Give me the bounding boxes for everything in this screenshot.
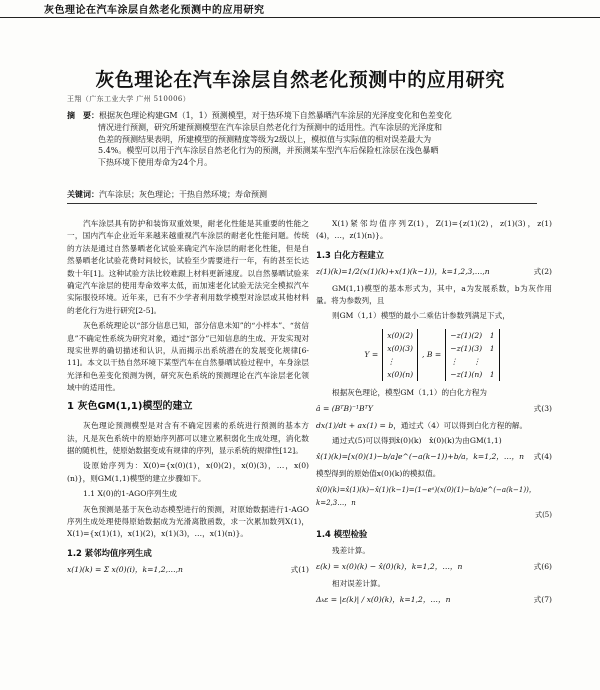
- equation-body: z(1)(k)=1/2(x(1)(k)+x(1)(k−1))，k=1,2,3,…,n: [316, 267, 490, 277]
- abstract-label: 摘 要：: [67, 111, 99, 120]
- equation-number: 式(1): [290, 565, 309, 575]
- matrix-cell: −z(1)(3): [450, 343, 483, 353]
- equation-body: x̂(0)(k)=x̂(1)(k)−x̂(1)(k−1)=(1−eᵃ)(x(0)(1)−b/a)e^(−a(k−1))，k=2,3…，n: [316, 486, 536, 507]
- matrix-cell: ⋮: [387, 356, 395, 366]
- matrix-cell: 1: [489, 369, 495, 379]
- right-column: [316, 218, 552, 611]
- abstract-line: 色差的预测结果表明，所建模型的预测精度等级为2级以上，模拟值与实际值的相对误差最大为: [98, 134, 432, 144]
- subsection-heading: 1.2 紧邻均值序列生成: [67, 547, 152, 558]
- body-paragraph: 根据灰色理论，模型GM（1,1）的白化方程为: [332, 387, 488, 397]
- matrix-cell: x(0)(3): [387, 343, 413, 353]
- matrix-cell: 1: [489, 343, 495, 353]
- matrix-equation: Y = x(0)(2) x(0)(3) ⋮ x(0)(n) , B = −z(1)(2) 1 −z(1)(3) 1 ⋮ ⋮ −z(1)(n) 1: [316, 329, 552, 381]
- author-line: 王翔（广东工业大学 广州 510006）: [67, 95, 191, 103]
- body-paragraph: 汽车涂层具有防护和装饰双重效果，耐老化性能是其重要的性能之一，国内汽车企业近年来越来越重视汽车涂层的耐老化性能问题。传统的方法是通过自然暴晒老化试验来确定汽车涂层的耐老化性能，但是自然暴晒老化试验花费时间较长，试验至少需要进行一年，有的甚至长达数十年[1]。这种试验方法比较难跟上材料更新速度。以自然暴晒试验来确定汽车涂层的使用寿命效率太低，而加速老化试验无法完全模拟汽车实际服役环境。近年来，已有不少学者利用数学模型对涂层或其他材料的老化行为进行研究[2-5]。: [67, 219, 309, 315]
- matrix-y: [382, 329, 418, 381]
- matrix-b: [445, 329, 499, 381]
- equation-number: 式(3): [533, 404, 552, 414]
- matrix-cell: −z(1)(n): [450, 369, 483, 379]
- running-header: [0, 0, 600, 18]
- equation: [316, 403, 552, 415]
- equation-body: â = (BᵀB)⁻¹BᵀY: [316, 404, 373, 414]
- equation-number: 式(6): [533, 562, 552, 572]
- keywords-text: 汽车涂层；灰色理论；干热自然环境；寿命预测: [99, 190, 267, 199]
- matrix-cell: ⋮: [450, 356, 458, 366]
- body-paragraph: 则GM（1,1）模型的最小二乘估计参数列满足下式，: [332, 311, 510, 321]
- subsection-heading: 1.3 白化方程建立: [316, 249, 385, 260]
- body-paragraph: X(1)紧邻均值序列Z(1)，Z(1)={z(1)(2)，z(1)(3)，z(1)(4)，…，z(1)(n)}。: [316, 219, 552, 241]
- equation-number: 式(4): [533, 452, 552, 462]
- equation-number: 式(2): [533, 267, 552, 277]
- equation-body: dx(1)/dt + ax(1) = b: [316, 420, 394, 430]
- equation-number: 式(7): [533, 595, 552, 605]
- running-title: 灰色理论在汽车涂层自然老化预测中的应用研究: [44, 5, 265, 16]
- abstract-line: 5.4%。模型可以用于汽车涂层自然老化行为的预测，并预测某车型汽车后保险杠涂层在浅色暴晒: [98, 146, 439, 156]
- paper-title: 灰色理论在汽车涂层自然老化预测中的应用研究: [95, 69, 505, 91]
- body-paragraph: 灰色预测是基于灰色动态模型进行的预测，对原始数据进行1-AGO序列生成处理使得原始数据成为光滑离散函数，求一次累加数列X(1)，X(1)={x(1)(1)，x(1)(2)，x(1)(3)，…，x(1)(n)}。: [67, 504, 309, 539]
- equation-body: x̂(1)(k)=[x(0)(1)−b/a]e^(−a(k−1))+b/a，k=1,2，…，n: [316, 452, 524, 462]
- matrix-cell: x(0)(n): [387, 369, 414, 379]
- body-paragraph: 通过式(5)可以得到x̂(0)(k) x̂(0)(k)为由GM(1,1): [332, 436, 502, 446]
- abstract-line: 根据灰色理论构建GM（1，1）预测模型，对于热环境下自然暴晒汽车涂层的光泽度变化和色差变化: [99, 111, 452, 120]
- matrix-cell: ⋮: [473, 356, 481, 366]
- equation-body: ε(k) = x(0)(k) − x̂(0)(k)，k=1,2，…，n: [316, 562, 463, 572]
- equation-body: x(1)(k) = Σ x(0)(i)，k=1,2,…,n: [67, 565, 183, 575]
- equation-number: 式(5): [535, 511, 552, 520]
- keywords: [67, 189, 537, 200]
- body-paragraph: 模型得到的原始值x(0)(k)的模拟值。: [316, 468, 441, 478]
- matrix-cell: x(0)(2): [387, 330, 413, 340]
- equation-body: Δₖε = |ε(k)| / x(0)(k)，k=1,2，…，n: [316, 595, 451, 605]
- keywords-label: 关键词：: [67, 190, 99, 199]
- section-heading: 1 灰色GM(1,1)模型的建立: [67, 400, 193, 412]
- body-paragraph: 相对误差计算。: [332, 578, 386, 588]
- matrix-cell: −z(1)(2): [450, 330, 483, 340]
- matrix-cell: 1: [489, 330, 495, 340]
- equation-tail: ，通过式（4）可以得到白化方程的解。: [393, 420, 528, 430]
- abstract-line: 情况进行预测，研究所建预测模型在汽车涂层自然老化行为预测中的适用性。汽车涂层的光泽度和: [98, 122, 442, 132]
- subsection-heading: 1.4 模型检验: [316, 528, 368, 539]
- abstract-line: 下热环境下使用寿命为24个月。: [98, 158, 213, 168]
- equation: [316, 451, 552, 463]
- body-paragraph: [316, 420, 552, 432]
- equation: [316, 266, 552, 278]
- equation: [316, 594, 552, 606]
- body-paragraph: 残差计算。: [332, 545, 370, 555]
- equation: [67, 564, 309, 576]
- body-paragraph: 设原始序列为：X(0)={x(0)(1)，x(0)(2)，x(0)(3)，…，x(0)(n)}，则GM(1,1)模型的建立步骤如下。: [67, 461, 309, 483]
- body-paragraph: 灰色理论预测模型是对含有不确定因素的系统进行预测的基本方法，凡是灰色系统中的原始序列都可以建立累积弱化生成处理，消化数据的随机性，使原始数据变成有规律的序列，显示系统的规律性[12]。: [67, 421, 309, 455]
- equation: [316, 561, 552, 573]
- abstract: [67, 110, 537, 169]
- divider: [67, 203, 537, 204]
- equation: [316, 484, 552, 521]
- body-paragraph: GM(1,1)模型的基本形式为，其中，a为发展系数，b为灰作用量。将为参数列，且: [316, 283, 552, 306]
- subsection-line: 1.1 X(0)的1-AGO序列生成: [83, 489, 177, 499]
- left-column: [67, 218, 309, 581]
- body-paragraph: 灰色系统理论以“部分信息已知，部分信息未知”的“小样本”、“贫信息”不确定性系统为研究对象，通过“部分”已知信息的生成、开发实现对现实世界的确切描述和认识，从而揭示出系统潜在的发展变化规律[6-11]。本文以干热自然环境下某型汽车在自然暴晒试验过程中，车身涂层光泽和色差变化预测为例，研究灰色系统的预测理论在汽车涂层老化领域中的适用性。: [67, 321, 309, 393]
